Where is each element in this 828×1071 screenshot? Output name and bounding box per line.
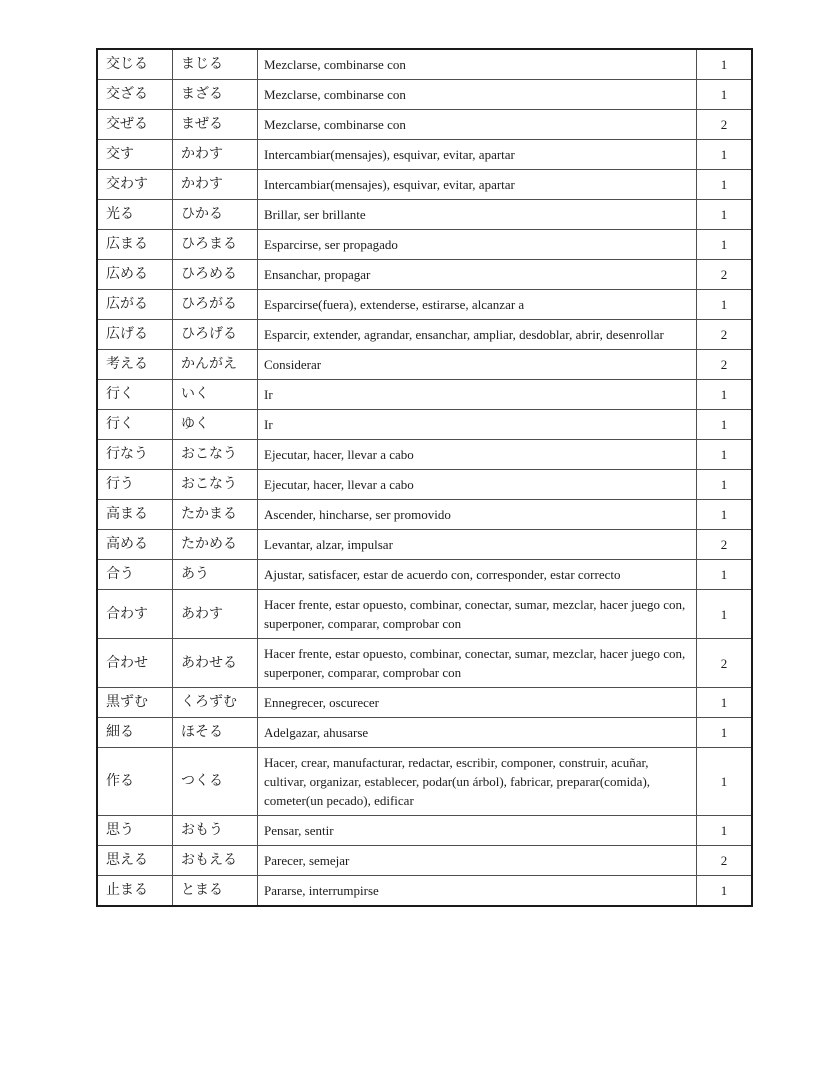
reading-cell: かんがえ — [173, 350, 258, 380]
table-row — [97, 590, 752, 639]
table-row — [97, 500, 752, 530]
kanji-cell: 行なう — [97, 440, 173, 470]
reading-cell: あわす — [173, 590, 258, 639]
meaning-cell: Adelgazar, ahusarse — [258, 718, 697, 748]
table-row — [97, 876, 752, 907]
meaning-cell: Intercambiar(mensajes), esquivar, evitar, apartar — [258, 140, 697, 170]
group-cell: 1 — [697, 410, 753, 440]
reading-cell: あう — [173, 560, 258, 590]
kanji-cell: 思える — [97, 846, 173, 876]
reading-cell: ひろまる — [173, 230, 258, 260]
meaning-cell: Esparcirse(fuera), extenderse, estirarse, alcanzar a — [258, 290, 697, 320]
kanji-cell: 広がる — [97, 290, 173, 320]
reading-cell: ひろがる — [173, 290, 258, 320]
kanji-cell: 高める — [97, 530, 173, 560]
group-cell: 2 — [697, 639, 753, 688]
kanji-cell: 広める — [97, 260, 173, 290]
meaning-cell: Levantar, alzar, impulsar — [258, 530, 697, 560]
group-cell: 1 — [697, 290, 753, 320]
reading-cell: おもう — [173, 816, 258, 846]
table-row — [97, 440, 752, 470]
kanji-cell: 交ぜる — [97, 110, 173, 140]
meaning-cell: Mezclarse, combinarse con — [258, 80, 697, 110]
group-cell: 2 — [697, 110, 753, 140]
reading-cell: まじる — [173, 49, 258, 80]
meaning-cell: Ensanchar, propagar — [258, 260, 697, 290]
kanji-cell: 行う — [97, 470, 173, 500]
reading-cell: ひろげる — [173, 320, 258, 350]
reading-cell: いく — [173, 380, 258, 410]
meaning-cell: Considerar — [258, 350, 697, 380]
table-row — [97, 80, 752, 110]
group-cell: 1 — [697, 876, 753, 907]
table-row — [97, 230, 752, 260]
reading-cell: ひかる — [173, 200, 258, 230]
table-row — [97, 260, 752, 290]
group-cell: 1 — [697, 500, 753, 530]
group-cell: 1 — [697, 748, 753, 816]
group-cell: 1 — [697, 718, 753, 748]
group-cell: 1 — [697, 140, 753, 170]
group-cell: 1 — [697, 200, 753, 230]
table-row — [97, 290, 752, 320]
group-cell: 2 — [697, 260, 753, 290]
kanji-cell: 合わす — [97, 590, 173, 639]
table-row — [97, 49, 752, 80]
table-row — [97, 688, 752, 718]
table-row — [97, 748, 752, 816]
meaning-cell: Brillar, ser brillante — [258, 200, 697, 230]
meaning-cell: Parecer, semejar — [258, 846, 697, 876]
group-cell: 1 — [697, 560, 753, 590]
reading-cell: ほそる — [173, 718, 258, 748]
group-cell: 1 — [697, 380, 753, 410]
table-row — [97, 380, 752, 410]
table-row — [97, 718, 752, 748]
group-cell: 1 — [697, 590, 753, 639]
table-row — [97, 170, 752, 200]
meaning-cell: Ascender, hincharse, ser promovido — [258, 500, 697, 530]
group-cell: 1 — [697, 816, 753, 846]
kanji-cell: 高まる — [97, 500, 173, 530]
verb-table — [96, 48, 753, 907]
table-row — [97, 140, 752, 170]
reading-cell: まざる — [173, 80, 258, 110]
kanji-cell: 交わす — [97, 170, 173, 200]
group-cell: 2 — [697, 350, 753, 380]
kanji-cell: 広まる — [97, 230, 173, 260]
reading-cell: つくる — [173, 748, 258, 816]
reading-cell: たかまる — [173, 500, 258, 530]
table-row — [97, 110, 752, 140]
kanji-cell: 広げる — [97, 320, 173, 350]
meaning-cell: Pararse, interrumpirse — [258, 876, 697, 907]
meaning-cell: Ir — [258, 410, 697, 440]
kanji-cell: 交じる — [97, 49, 173, 80]
meaning-cell: Ir — [258, 380, 697, 410]
table-row — [97, 200, 752, 230]
reading-cell: おこなう — [173, 470, 258, 500]
meaning-cell: Intercambiar(mensajes), esquivar, evitar, apartar — [258, 170, 697, 200]
kanji-cell: 行く — [97, 380, 173, 410]
table-row — [97, 560, 752, 590]
group-cell: 1 — [697, 230, 753, 260]
kanji-cell: 合う — [97, 560, 173, 590]
reading-cell: かわす — [173, 140, 258, 170]
reading-cell: とまる — [173, 876, 258, 907]
kanji-cell: 作る — [97, 748, 173, 816]
meaning-cell: Hacer, crear, manufacturar, redactar, escribir, componer, construir, acuñar, cultivar, organizar, establecer, podar(un árbol), fabricar, preparar(comida), cometer(un pecado), edificar — [258, 748, 697, 816]
meaning-cell: Esparcirse, ser propagado — [258, 230, 697, 260]
group-cell: 1 — [697, 440, 753, 470]
group-cell: 2 — [697, 530, 753, 560]
reading-cell: ひろめる — [173, 260, 258, 290]
meaning-cell: Ennegrecer, oscurecer — [258, 688, 697, 718]
group-cell: 1 — [697, 170, 753, 200]
table-row — [97, 639, 752, 688]
kanji-cell: 光る — [97, 200, 173, 230]
kanji-cell: 止まる — [97, 876, 173, 907]
meaning-cell: Ajustar, satisfacer, estar de acuerdo con, corresponder, estar correcto — [258, 560, 697, 590]
reading-cell: ゆく — [173, 410, 258, 440]
group-cell: 1 — [697, 470, 753, 500]
kanji-cell: 交ざる — [97, 80, 173, 110]
group-cell: 2 — [697, 846, 753, 876]
reading-cell: たかめる — [173, 530, 258, 560]
reading-cell: かわす — [173, 170, 258, 200]
kanji-cell: 行く — [97, 410, 173, 440]
meaning-cell: Hacer frente, estar opuesto, combinar, conectar, sumar, mezclar, hacer juego con, superponer, comparar, comprobar con — [258, 590, 697, 639]
verb-table-body — [97, 49, 752, 906]
kanji-cell: 考える — [97, 350, 173, 380]
table-row — [97, 530, 752, 560]
kanji-cell: 黒ずむ — [97, 688, 173, 718]
reading-cell: あわせる — [173, 639, 258, 688]
table-row — [97, 350, 752, 380]
kanji-cell: 交す — [97, 140, 173, 170]
meaning-cell: Ejecutar, hacer, llevar a cabo — [258, 440, 697, 470]
meaning-cell: Mezclarse, combinarse con — [258, 49, 697, 80]
group-cell: 1 — [697, 49, 753, 80]
table-row — [97, 846, 752, 876]
group-cell: 1 — [697, 688, 753, 718]
reading-cell: おもえる — [173, 846, 258, 876]
reading-cell: まぜる — [173, 110, 258, 140]
group-cell: 2 — [697, 320, 753, 350]
table-row — [97, 470, 752, 500]
table-row — [97, 410, 752, 440]
meaning-cell: Pensar, sentir — [258, 816, 697, 846]
table-row — [97, 816, 752, 846]
meaning-cell: Ejecutar, hacer, llevar a cabo — [258, 470, 697, 500]
reading-cell: くろずむ — [173, 688, 258, 718]
kanji-cell: 合わせ — [97, 639, 173, 688]
meaning-cell: Mezclarse, combinarse con — [258, 110, 697, 140]
meaning-cell: Hacer frente, estar opuesto, combinar, conectar, sumar, mezclar, hacer juego con, superponer, comparar, comprobar con — [258, 639, 697, 688]
kanji-cell: 思う — [97, 816, 173, 846]
meaning-cell: Esparcir, extender, agrandar, ensanchar, ampliar, desdoblar, abrir, desenrollar — [258, 320, 697, 350]
reading-cell: おこなう — [173, 440, 258, 470]
table-row — [97, 320, 752, 350]
kanji-cell: 細る — [97, 718, 173, 748]
group-cell: 1 — [697, 80, 753, 110]
